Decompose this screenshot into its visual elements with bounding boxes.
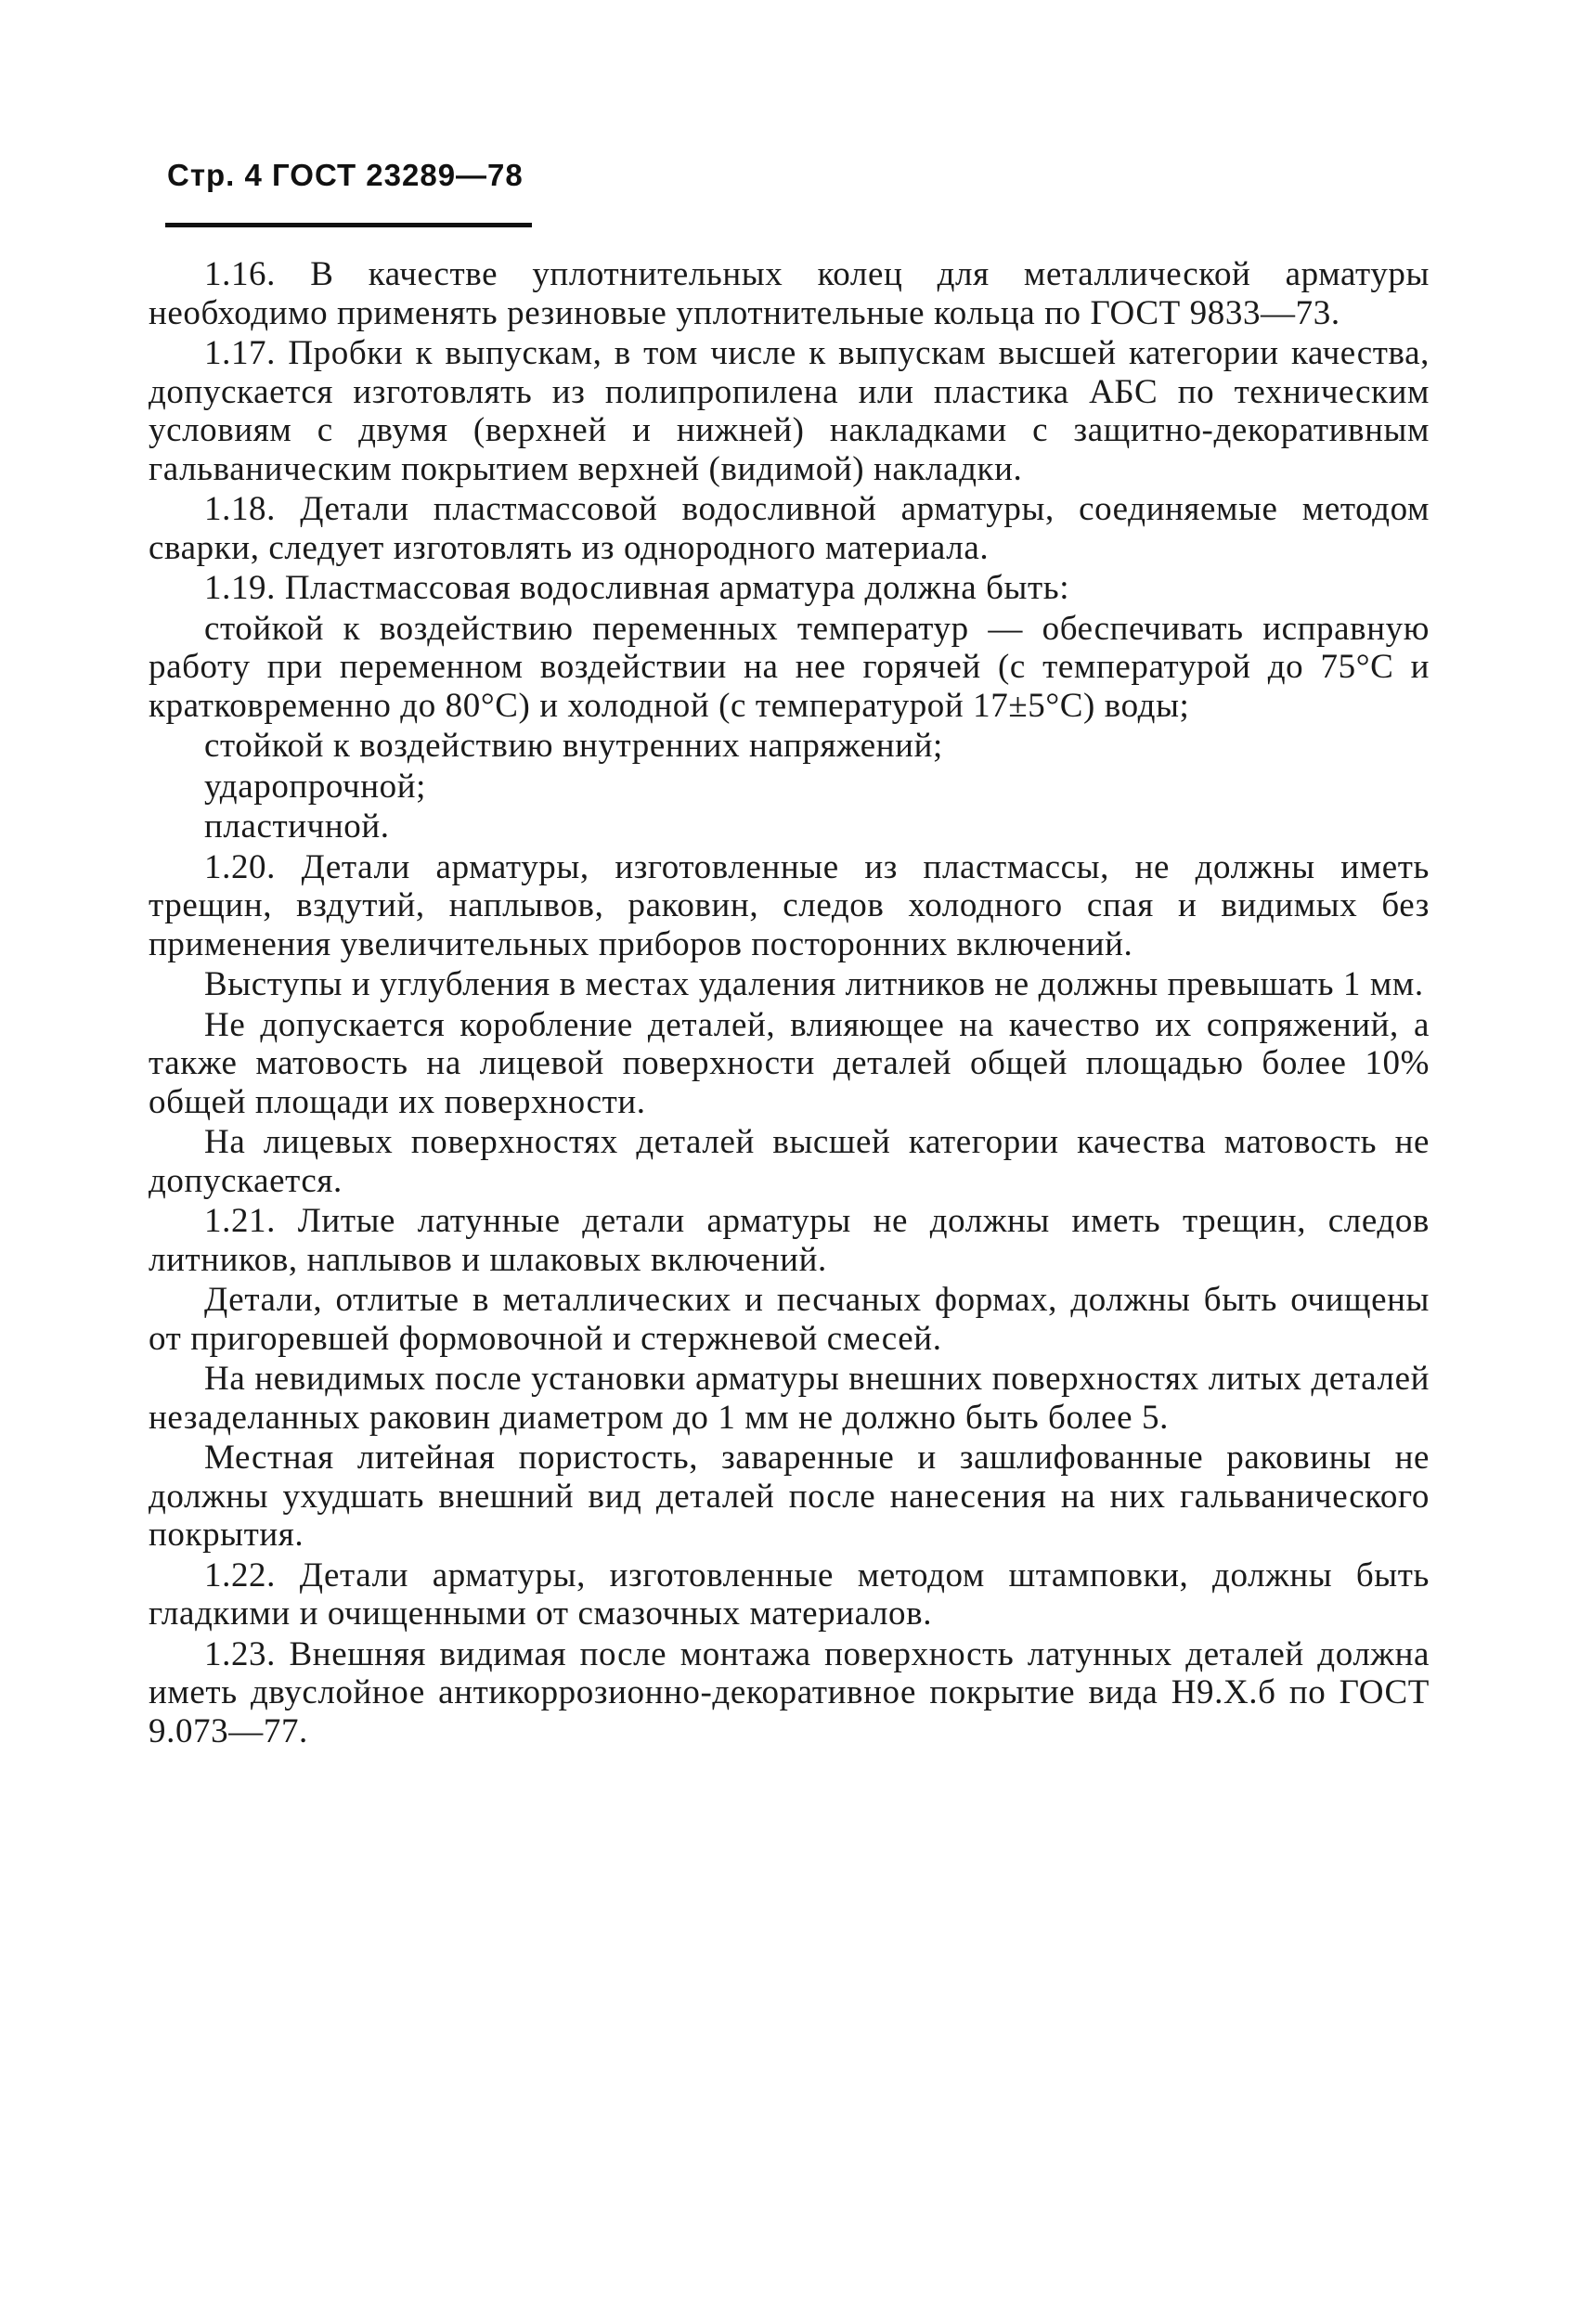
header-rule <box>165 223 532 227</box>
paragraph-1-18: 1.18. Детали пластмассовой водосливной арматуры, соединяемые методом сварки, следует изготовлять из однородного материала. <box>149 490 1430 567</box>
paragraph-protrusions: Выступы и углубления в местах удаления литников не должны превышать 1 мм. <box>204 965 1424 1003</box>
paragraph-1-16: 1.16. В качестве уплотнительных колец для металлической арматуры необходимо применять резиновые уплотнительные кольца по ГОСТ 9833—73. <box>149 255 1430 332</box>
paragraph-1-20: 1.20. Детали арматуры, изготовленные из пластмассы, не должны иметь трещин, вздутий, наплывов, раковин, следов холодного спая и видимых без применения увеличительных приборов посторонних включений. <box>149 847 1430 963</box>
list-item-impact: ударопрочной; <box>204 767 427 806</box>
paragraph-1-17: 1.17. Пробки к выпускам, в том числе к выпускам высшей категории качества, допускается изготовлять из полипропилена или пластика АБС по техническим условиям с двумя (верхней и нижней) накладками с защитно-декоративным гальваническим покрытием верхней (видимой) накладки. <box>149 334 1430 488</box>
page-header: Стр. 4 ГОСТ 23289—78 <box>167 158 524 192</box>
paragraph-1-19: 1.19. Пластмассовая водосливная арматура должна быть: <box>204 569 1070 607</box>
document-body <box>149 255 1430 1752</box>
paragraph-1-22: 1.22. Детали арматуры, изготовленные методом штамповки, должны быть гладкими и очищенными от смазочных материалов. <box>149 1556 1430 1633</box>
paragraph-matte: На лицевых поверхностях деталей высшей категории качества матовость не допускается. <box>149 1123 1430 1200</box>
paragraph-porosity: Местная литейная пористость, заваренные и зашлифованные раковины не должны ухудшать внешний вид деталей после нанесения на них гальванического покрытия. <box>149 1439 1430 1554</box>
paragraph-warping: Не допускается коробление деталей, влияющее на качество их сопряжений, а также матовость на лицевой поверхности деталей общей площадью более 10% общей площади их поверхности. <box>149 1005 1430 1121</box>
paragraph-1-21: 1.21. Литые латунные детали арматуры не должны иметь трещин, следов литников, наплывов и шлаковых включений. <box>149 1202 1430 1279</box>
paragraph-cavities: На невидимых после установки арматуры внешних поверхностях литых деталей незаделанных раковин диаметром до 1 мм не должно быть более 5. <box>149 1360 1430 1437</box>
paragraph-1-23: 1.23. Внешняя видимая после монтажа поверхность латунных деталей должна иметь двуслойное антикоррозионно-декоративное покрытие вида Н9.Х.б по ГОСТ 9.073—77. <box>149 1634 1430 1750</box>
list-item-plastic: пластичной. <box>204 807 390 846</box>
paragraph-cast-forms: Детали, отлитые в металлических и песчаных формах, должны быть очищены от пригоревшей формовочной и стержневой смесей. <box>149 1281 1430 1358</box>
list-item-temperature: стойкой к воздействию переменных температур — обеспечивать исправную работу при переменном воздействии на нее горячей (с температурой до 75°С и кратковременно до 80°С) и холодной (с температурой 17±5°С) воды; <box>149 609 1430 725</box>
list-item-internal-stress: стойкой к воздействию внутренних напряжений; <box>204 727 943 765</box>
